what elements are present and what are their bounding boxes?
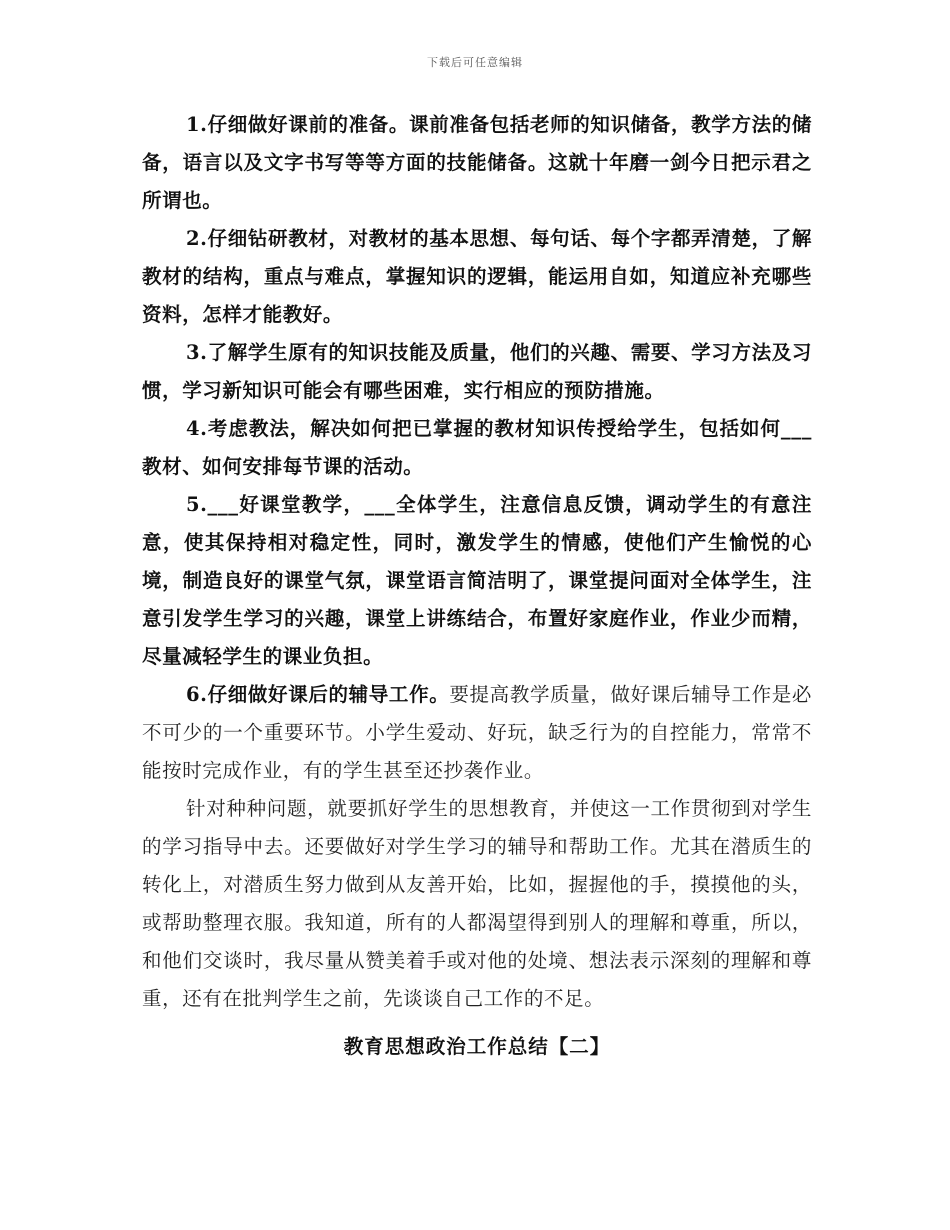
paragraph-4: 4.考虑教法，解决如何把已掌握的教材知识传授给学生，包括如何___教材、如何安排每节课的活动。 (142, 417, 812, 478)
paragraph-6-rest: 要提高教学质量，做好课后辅导工作是必不可少的一个重要环节。小学生爱动、好玩，缺乏行为的自控能力，常常不能按时完成作业，有的学生甚至还抄袭作业。 (142, 683, 812, 782)
paragraph-3: 3.了解学生原有的知识技能及质量，他们的兴趣、需要、学习方法及习惯，学习新知识可能会有哪些困难，实行相应的预防措施。 (142, 341, 812, 402)
paragraph-1: 1.仔细做好课前的准备。课前准备包括老师的知识储备，教学方法的储备，语言以及文字书写等等方面的技能储备。这就十年磨一剑今日把示君之所谓也。 (142, 113, 812, 212)
paragraph-7: 针对种种问题，就要抓好学生的思想教育，并使这一工作贯彻到对学生的学习指导中去。还要做好对学生学习的辅导和帮助工作。尤其在潜质生的转化上，对潜质生努力做到从友善开始，比如，握握他的手，摸摸他的头，或帮助整理衣服。我知道，所有的人都渴望得到别人的理解和尊重，所以，和他们交谈时，我尽量从赞美着手或对他的处境、想法表示深刻的理解和尊重，还有在批判学生之前，先谈谈自己工作的不足。 (142, 797, 812, 1010)
section-title: 教育思想政治工作总结【二】 (343, 1035, 611, 1058)
paragraph-5: 5.___好课堂教学，___全体学生，注意信息反馈，调动学生的有意注意，使其保持相对稳定性，同时，激发学生的情感，使他们产生愉悦的心境，制造良好的课堂气氛，课堂语言简洁明了，课堂提问面对全体学生，注意引发学生学习的兴趣，课堂上讲练结合，布置好家庭作业，作业少而精，尽量减轻学生的课业负担。 (142, 493, 812, 668)
page-header: 下载后可任意编辑 (427, 56, 523, 69)
document-body (142, 106, 812, 1066)
paragraph-2: 2.仔细钻研教材，对教材的基本思想、每句话、每个字都弄清楚，了解教材的结构，重点与难点，掌握知识的逻辑，能运用自如，知道应补充哪些资料，怎样才能教好。 (142, 227, 812, 326)
paragraph-6 (142, 676, 812, 790)
paragraph-6-lead: 6.仔细做好课后的辅导工作。 (186, 683, 450, 706)
